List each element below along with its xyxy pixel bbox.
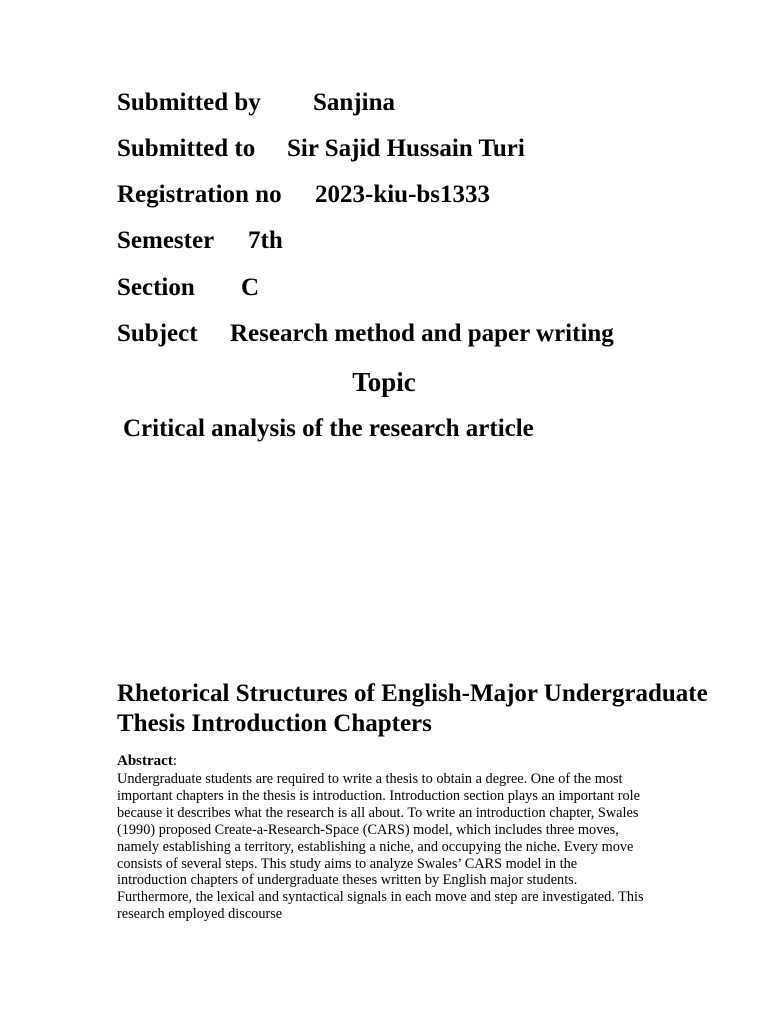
submitted-by-row: [117, 88, 395, 118]
abstract-heading: [117, 753, 177, 770]
submitted-by-label: Submitted by: [117, 89, 261, 116]
section-label: Section: [117, 274, 195, 301]
registration-label: Registration no: [117, 181, 282, 208]
registration-row: [117, 180, 490, 210]
abstract-body: Undergraduate students are required to write a thesis to obtain a degree. One of the most important chapters in the thesis is introduction. Introduction section plays an important role because it describes what the research is all about. To write an introduction chapter, Swales (1990) proposed Create-a-Research-Space (CARS) model, which includes three moves, namely establishing a territory, establishing a niche, and occupying the niche. Every move consists of several steps. This study aims to analyze Swales’ CARS model in the introduction chapters of undergraduate theses written by English major students. Furthermore, the lexical and syntactical signals in each move and step are investigated. This research employed discourse: [117, 771, 644, 923]
section-row: [117, 273, 259, 303]
submitted-to-value: Sir Sajid Hussain Turi: [287, 135, 525, 162]
registration-value: 2023-kiu-bs1333: [315, 181, 491, 208]
semester-value: 7th: [248, 227, 283, 254]
subject-value: Research method and paper writing: [230, 320, 614, 347]
subject-label: Subject: [117, 320, 198, 347]
semester-label: Semester: [117, 227, 215, 254]
section-value: C: [241, 274, 260, 301]
abstract-label: Abstract: [117, 753, 173, 769]
topic-title: Critical analysis of the research article: [123, 415, 534, 442]
subject-row: [117, 319, 614, 349]
abstract-colon: :: [172, 753, 177, 769]
topic-heading: Topic: [352, 367, 416, 397]
submitted-to-label: Submitted to: [117, 135, 256, 162]
article-title: Rhetorical Structures of English-Major Undergraduate Thesis Introduction Chapters: [117, 680, 708, 737]
submitted-to-row: [117, 134, 525, 164]
semester-row: [117, 226, 283, 256]
submitted-by-value: Sanjina: [313, 89, 395, 116]
